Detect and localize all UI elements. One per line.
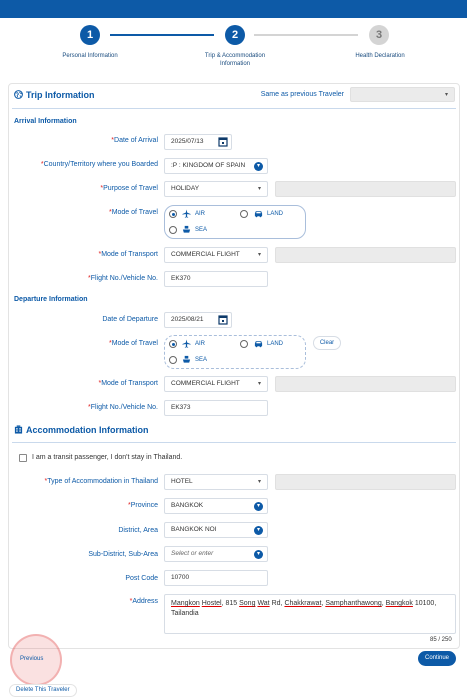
step-3-circle[interactable]: 3 [369,25,389,45]
departure-mode-of-transport-value: COMMERCIAL FLIGHT [171,380,240,387]
address-textarea[interactable] [164,594,456,634]
purpose-of-travel-value: HOLIDAY [171,185,200,192]
departure-mode-land-radio[interactable] [240,340,248,348]
accommodation-information-text: Accommodation Information [26,425,149,435]
arrival-mode-of-travel-label: *Mode of Travel [108,209,158,216]
departure-flight-number-value: EK373 [171,404,191,411]
trip-information-title [14,90,95,100]
accommodation-information-title [14,425,149,435]
step-2-label: Trip & Accommodation Information [204,53,266,67]
date-of-departure-value: 2025/08/21 [171,316,204,323]
hotel-icon [14,425,23,434]
departure-mode-air-radio[interactable] [169,340,177,348]
arrival-mode-land-label: LAND [267,211,284,217]
date-of-arrival-input[interactable] [164,134,232,150]
chevron-down-icon: ▾ [257,252,261,258]
clear-mode-button[interactable]: Clear [313,336,341,350]
transit-passenger-checkbox[interactable] [19,454,27,462]
airplane-icon [182,209,191,218]
departure-mode-sea-radio[interactable] [169,356,177,364]
step-1-label: Personal Information [62,53,118,59]
purpose-of-travel-label: *Purpose of Travel [100,185,158,192]
transit-passenger-label: I am a transit passenger, I don't stay in Thailand. [32,454,183,461]
address-label: *Address [129,598,158,605]
address-word: Hostel [201,600,222,607]
address-text: Address [132,598,158,605]
purpose-other-input[interactable] [275,181,456,197]
accommodation-type-text: Type of Accommodation in Thailand [47,478,158,485]
accommodation-other-input[interactable] [275,474,456,490]
departure-mode-land-label: LAND [267,341,284,347]
address-word: , [381,600,384,607]
step-connector-1 [110,34,214,36]
address-character-counter: 85 / 250 [430,637,452,643]
post-code-label: Post Code [125,575,158,582]
province-value: BANGKOK [171,502,204,509]
address-word: , [321,600,324,607]
arrival-flight-number-input[interactable] [164,271,268,287]
chevron-down-icon: ▾ [254,526,263,535]
accommodation-type-select[interactable] [164,474,268,490]
arrival-flight-number-label: *Flight No./Vehicle No. [87,275,158,282]
address-line-2: Tailandia [171,610,199,617]
post-code-value: 10700 [171,574,190,581]
top-header-bar [0,0,467,18]
departure-mode-air-label: AIR [195,341,206,347]
arrival-mode-air-label: AIR [195,211,206,217]
step-connector-2 [254,34,358,36]
chevron-down-icon: ▾ [254,502,263,511]
arrival-mode-of-transport-label: *Mode of Transport [98,251,158,258]
district-value: BANGKOK NOI [171,526,217,533]
arrival-mode-of-transport-text: Mode of Transport [101,251,158,258]
arrival-mode-land-radio[interactable] [240,210,248,218]
date-of-arrival-label: *Date of Arrival [111,137,158,144]
address-word: 10100, [414,600,437,607]
airplane-icon [182,339,191,348]
date-of-arrival-value: 2025/07/13 [171,138,204,145]
subdistrict-label: Sub-District, Sub-Area [88,551,158,558]
arrival-transport-other-input[interactable] [275,247,456,263]
district-label: District, Area [118,527,158,534]
address-word: , 815 [221,600,238,607]
departure-mode-of-transport-select[interactable] [164,376,268,392]
arrival-mode-of-transport-value: COMMERCIAL FLIGHT [171,251,240,258]
section-divider [12,442,456,443]
arrival-mode-sea-label: SEA [195,227,208,233]
subdistrict-select[interactable] [164,546,268,562]
province-label: *Province [128,502,158,509]
continue-button[interactable]: Continue [418,651,456,666]
departure-mode-of-transport-label: *Mode of Transport [98,380,158,387]
purpose-of-travel-text: Purpose of Travel [103,185,158,192]
purpose-of-travel-select[interactable] [164,181,268,197]
chevron-down-icon: ▾ [257,186,261,192]
step-3-label: Health Declaration [355,53,405,59]
subdistrict-placeholder: Select or enter [171,550,214,557]
departure-flight-number-label: *Flight No./Vehicle No. [87,404,158,411]
address-word: Rd, [271,600,283,607]
departure-mode-of-travel-label: *Mode of Travel [108,340,158,347]
ship-icon [182,355,191,364]
post-code-input[interactable] [164,570,268,586]
same-as-previous-select[interactable] [350,87,455,102]
arrival-mode-air-radio[interactable] [169,210,177,218]
arrival-information-title: Arrival Information [14,118,77,125]
departure-transport-other-input[interactable] [275,376,456,392]
arrival-mode-of-transport-select[interactable] [164,247,268,263]
arrival-flight-number-text: Flight No./Vehicle No. [90,275,158,282]
district-select[interactable] [164,522,268,538]
province-text: Province [130,502,158,509]
calendar-icon[interactable] [215,135,231,149]
country-boarded-text: Country/Territory where you Boarded [43,161,158,168]
arrival-mode-of-travel-text: Mode of Travel [111,209,158,216]
country-boarded-label: *Country/Territory where you Boarded [40,161,158,168]
globe-icon [14,90,23,99]
country-boarded-value: :P : KINGDOM OF SPAIN [171,162,246,169]
date-of-departure-input[interactable] [164,312,232,328]
chevron-down-icon: ▾ [257,479,261,485]
arrival-mode-sea-radio[interactable] [169,226,177,234]
address-word: Samphanthawong [325,600,382,607]
accommodation-type-value: HOTEL [171,478,193,485]
car-icon [254,209,263,218]
delete-traveler-button[interactable]: Delete This Traveler [9,684,77,697]
section-divider [12,108,456,109]
car-icon [254,339,263,348]
address-word: Song [239,600,256,607]
arrival-flight-number-value: EK370 [171,275,191,282]
step-2-circle[interactable]: 2 [225,25,245,45]
step-1-circle[interactable]: 1 [80,25,100,45]
chevron-down-icon: ▾ [257,381,261,387]
province-select[interactable] [164,498,268,514]
previous-button[interactable]: Previous [20,656,44,662]
departure-flight-number-input[interactable] [164,400,268,416]
address-word: Mangkon [171,600,200,607]
chevron-down-icon: ▾ [254,550,263,559]
chevron-down-icon: ▾ [444,92,448,98]
progress-stepper [0,20,467,75]
ship-icon [182,225,191,234]
departure-mode-of-travel-text: Mode of Travel [111,340,158,347]
departure-information-title: Departure Information [14,296,88,303]
departure-flight-number-text: Flight No./Vehicle No. [90,404,158,411]
departure-mode-sea-label: SEA [195,357,208,363]
date-of-departure-label: Date of Departure [102,316,158,323]
trip-information-text: Trip Information [26,90,95,100]
country-boarded-select[interactable] [164,158,268,174]
address-word: Chakkrawat [284,600,322,607]
departure-mode-of-transport-text: Mode of Transport [101,380,158,387]
address-word: Bangkok [385,600,413,607]
date-of-arrival-text: Date of Arrival [114,137,158,144]
calendar-icon[interactable] [215,313,231,327]
address-word: Wat [257,600,270,607]
accommodation-type-label: *Type of Accommodation in Thailand [44,478,158,485]
chevron-down-icon: ▾ [254,162,263,171]
same-as-previous-label: Same as previous Traveler [260,91,344,98]
